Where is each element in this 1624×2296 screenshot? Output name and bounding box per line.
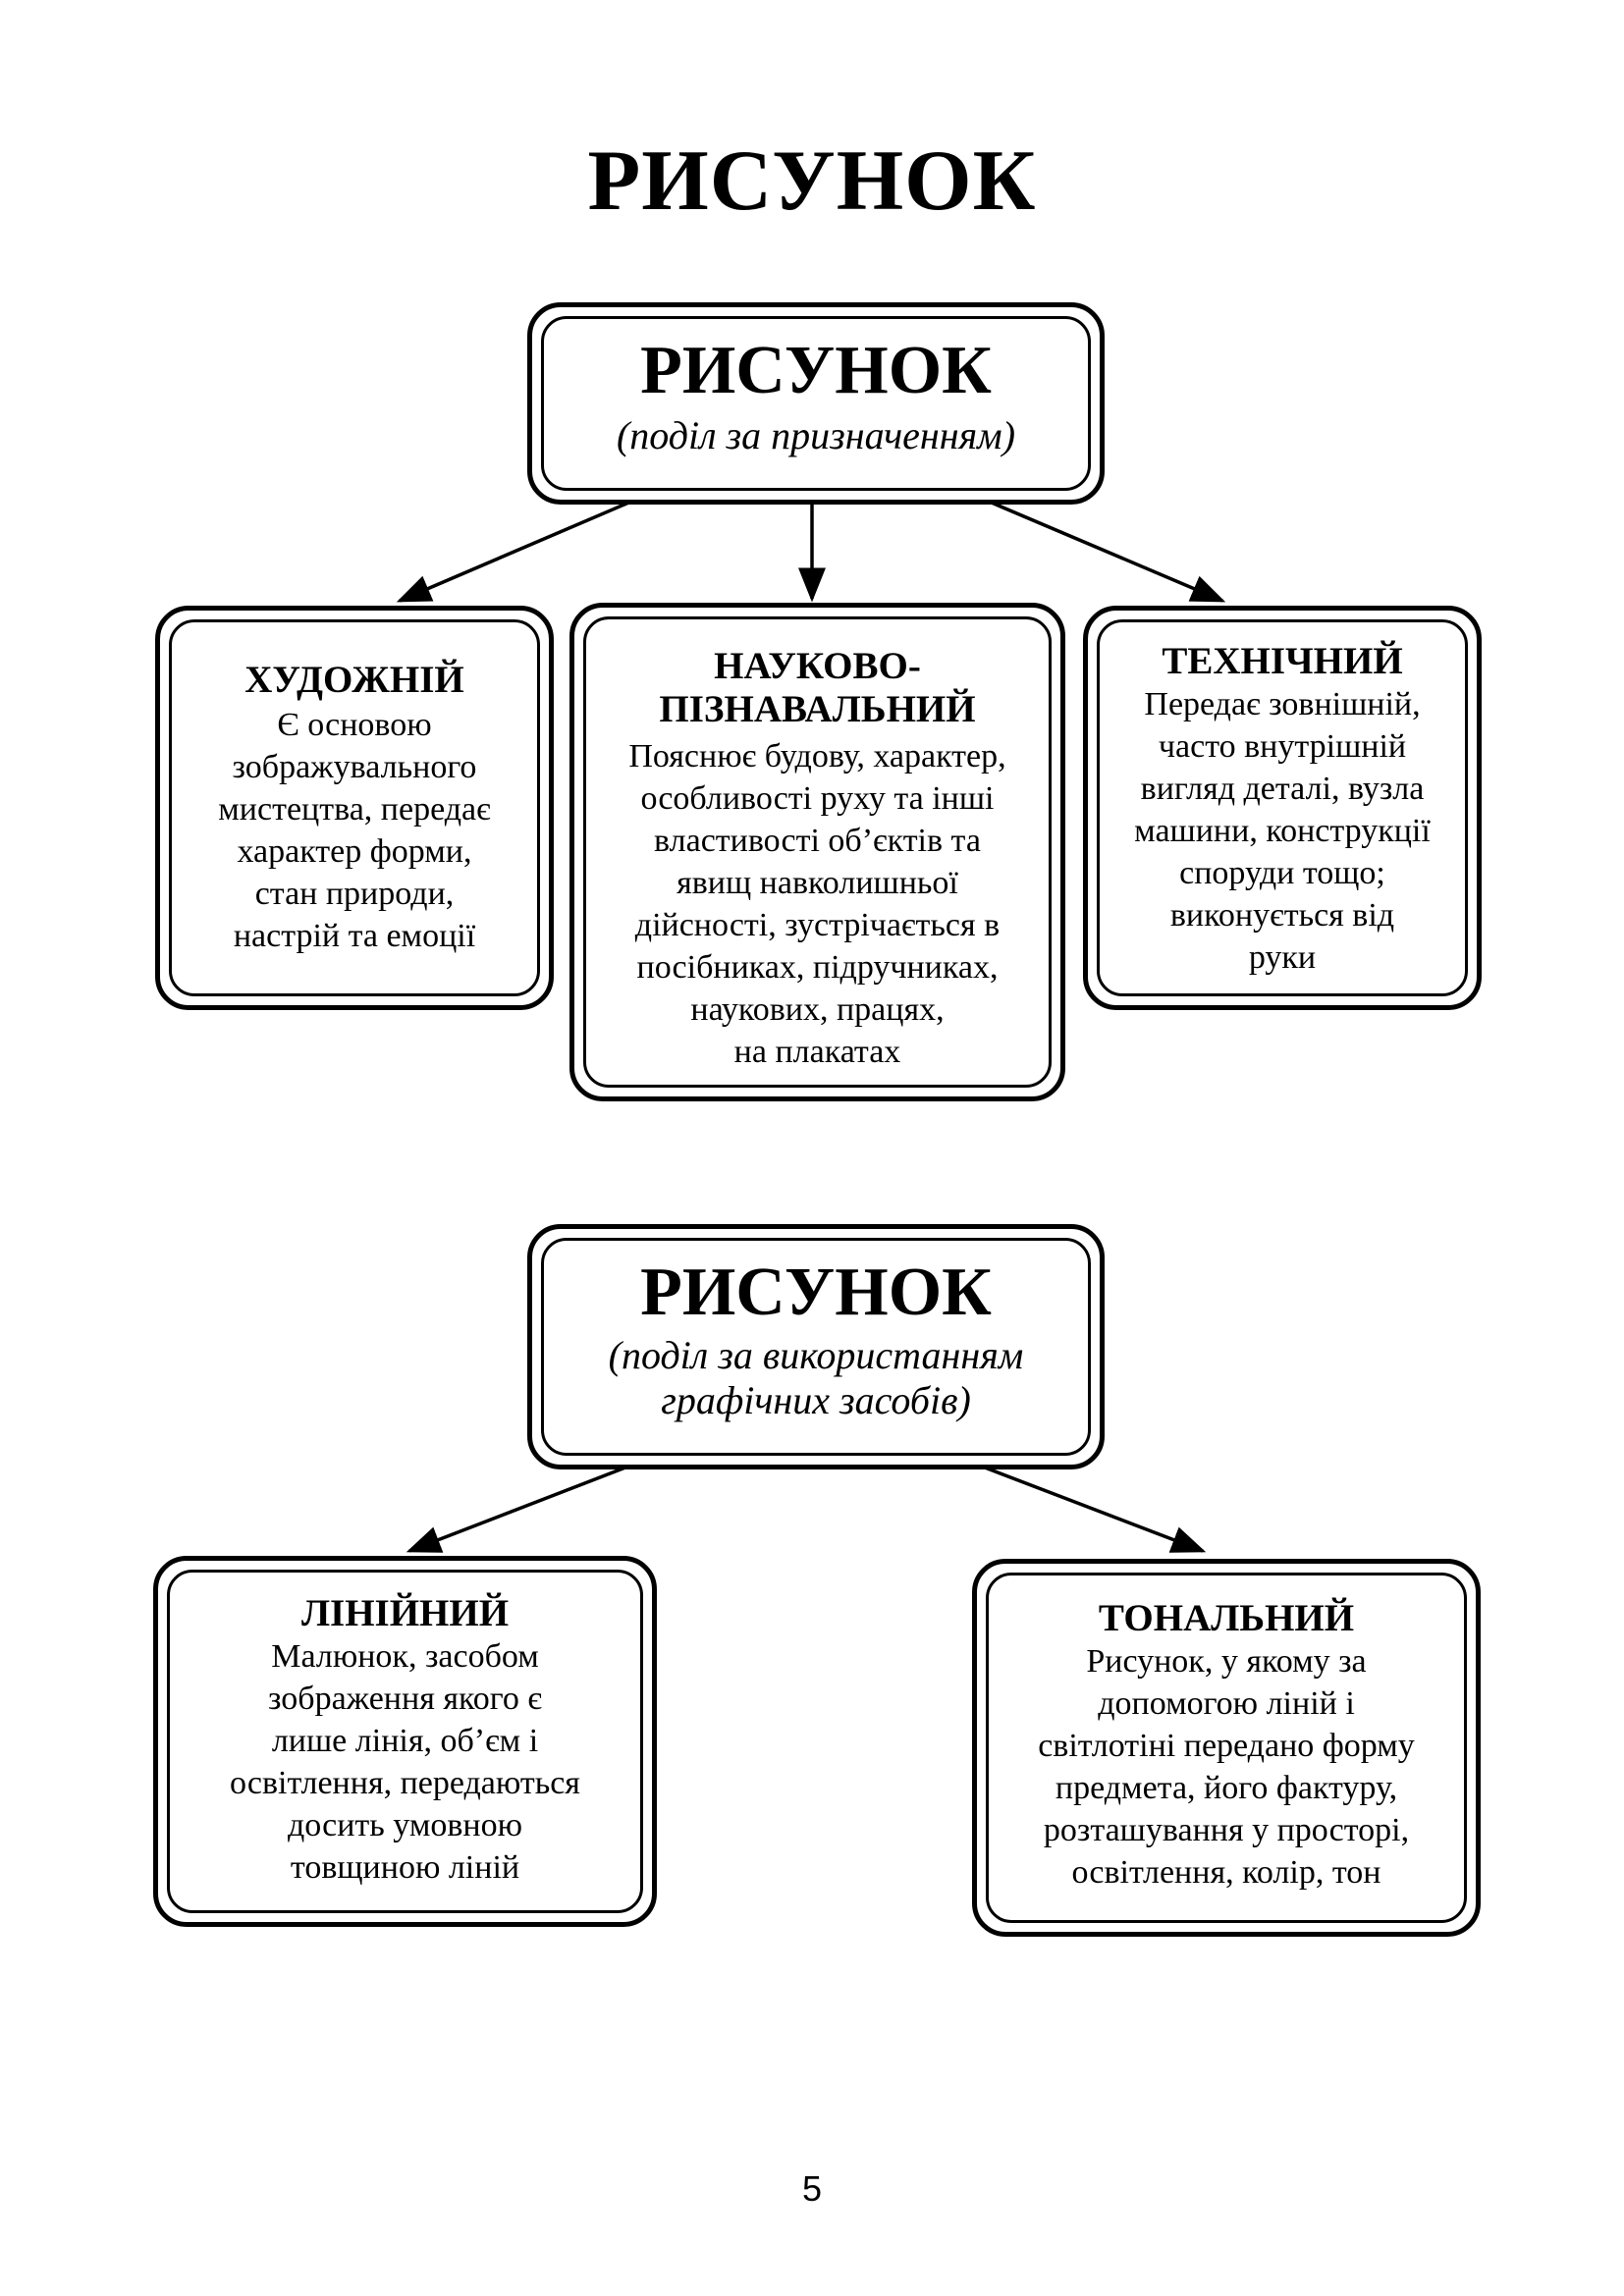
artistic-description (204, 704, 504, 957)
diagram2-root-subtitle-line-2: графічних засобів) (661, 1378, 971, 1422)
technical-description (1120, 683, 1444, 979)
tonal-desc-line: освітлення, колір, тон (1071, 1854, 1381, 1891)
page-title: РИСУНОК (587, 133, 1037, 229)
tonal-title: ТОНАЛЬНИЙ (1098, 1597, 1355, 1639)
scientific-desc-line: Пояснює будову, характер, (628, 738, 1006, 774)
scientific-desc-line: на плакатах (733, 1034, 901, 1070)
tonal-desc-line: розташування у просторі, (1043, 1812, 1410, 1848)
artistic-desc-line: настрій та емоції (233, 918, 476, 954)
tonal-box (972, 1559, 1481, 1937)
scientific-desc-line: властивості об’єктів та (654, 823, 981, 859)
scientific-desc-line: дійсності, зустрічається в (634, 907, 1001, 943)
page-number: 5 (801, 2168, 823, 2209)
diagram2-root-subtitle-line-1: (поділ за використанням (608, 1333, 1024, 1377)
linear-desc-line: лише лінія, об’єм і (271, 1723, 539, 1759)
diagram1-root-title: РИСУНОК (640, 333, 992, 408)
technical-desc-line: вигляд деталі, вузла (1140, 771, 1425, 807)
tonal-desc-line: Рисунок, у якому за (1086, 1643, 1367, 1680)
linear-desc-line: зображення якого є (268, 1681, 542, 1717)
artistic-desc-line: характер форми, (237, 833, 472, 870)
diagram2-root-title: РИСУНОК (640, 1255, 992, 1330)
linear-description (216, 1635, 594, 1889)
technical-desc-line: часто внутрішній (1158, 728, 1407, 765)
artistic-desc-line: стан природи, (254, 876, 455, 912)
scientific-title-line-2: ПІЗНАВАЛЬНИЙ (659, 688, 976, 730)
linear-box (153, 1556, 657, 1927)
arrow-root1-to-technical (987, 501, 1222, 601)
artistic-desc-line: мистецтва, передає (218, 791, 491, 828)
technical-box (1083, 606, 1482, 1010)
linear-desc-line: досить умовною (287, 1807, 522, 1843)
arrow-root1-to-artistic (400, 501, 633, 601)
artistic-desc-line: зображувального (232, 749, 477, 785)
diagram1-root-box (527, 302, 1105, 505)
tonal-desc-line: допомогою ліній і (1098, 1685, 1355, 1722)
scientific-desc-line: посібниках, підручниках, (636, 949, 999, 986)
linear-title: ЛІНІЙНИЙ (300, 1592, 510, 1634)
arrow-root2-to-tonal (972, 1463, 1203, 1551)
scientific-desc-line: явищ навколишньої (677, 865, 958, 901)
technical-desc-line: виконується від (1169, 897, 1395, 934)
technical-desc-line: машини, конструкції (1134, 813, 1431, 849)
tonal-description (1024, 1640, 1429, 1894)
tonal-desc-line: світлотіні передано форму (1038, 1728, 1415, 1764)
scientific-desc-line: наукових, працях, (690, 991, 945, 1028)
scientific-desc-line: особливості руху та інші (640, 780, 995, 817)
scientific-description (615, 735, 1019, 1073)
technical-desc-line: руки (1248, 939, 1317, 976)
linear-desc-line: освітлення, передаються (230, 1765, 580, 1801)
diagram2-root-box (527, 1224, 1105, 1469)
technical-title: ТЕХНІЧНИЙ (1162, 640, 1403, 682)
scientific-box (569, 603, 1065, 1101)
linear-desc-line: Малюнок, засобом (271, 1638, 539, 1675)
technical-desc-line: споруди тощо; (1179, 855, 1385, 891)
tonal-desc-line: предмета, його фактуру, (1055, 1770, 1398, 1806)
artistic-title: ХУДОЖНІЙ (244, 659, 464, 701)
artistic-desc-line: Є основою (277, 707, 432, 743)
scientific-title-line-1: НАУКОВО- (714, 645, 921, 687)
technical-desc-line: Передає зовнішній, (1144, 686, 1421, 722)
diagram1-root-subtitle: (поділ за призначенням) (616, 413, 1016, 457)
linear-desc-line: товщиною ліній (290, 1849, 520, 1886)
arrow-root2-to-linear (409, 1463, 638, 1551)
artistic-box (155, 606, 554, 1010)
